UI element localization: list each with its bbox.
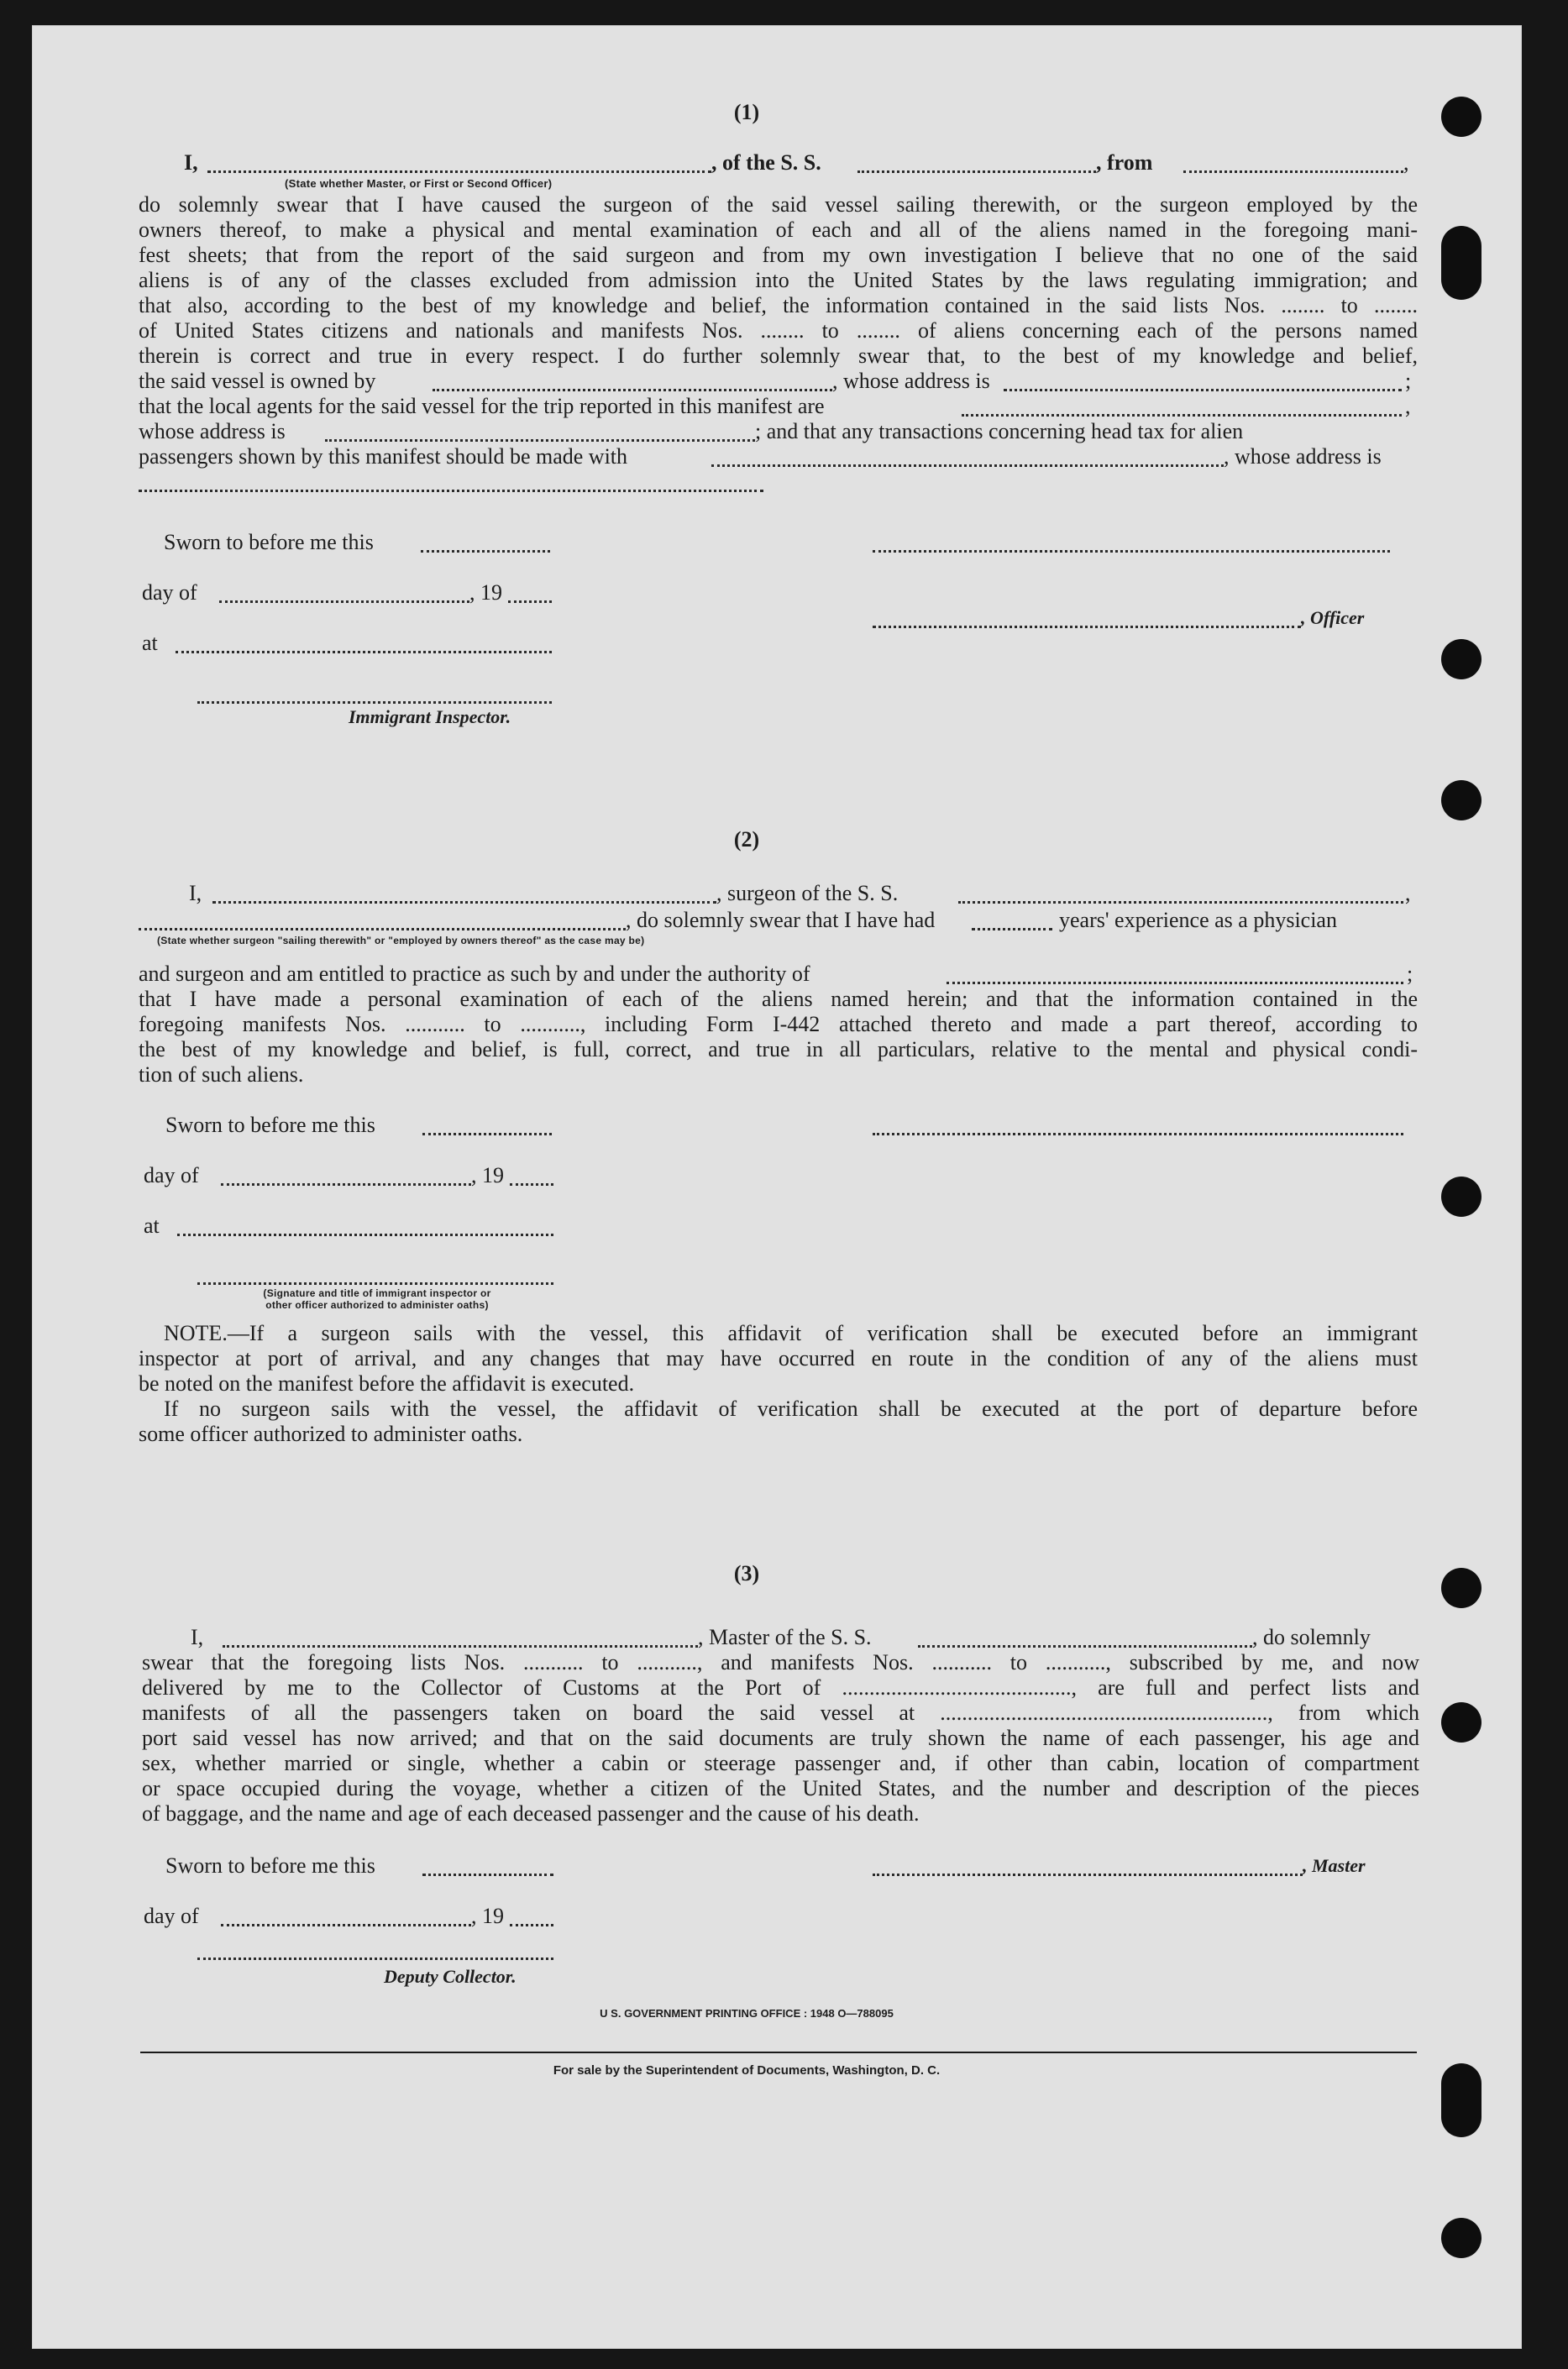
vessel-name-field[interactable] — [958, 901, 1403, 904]
surgeon-signature-line[interactable] — [873, 1133, 1403, 1135]
head-tax-text: ; and that any transactions concerning head tax for alien — [755, 419, 1244, 443]
year-field[interactable] — [510, 1924, 553, 1926]
note-line: some officer authorized to administer oaths. — [139, 1422, 523, 1446]
authority-field[interactable] — [947, 982, 1403, 984]
body-line: that also, according to the best of my knowledge and belief, the information contained in the said lists Nos. ........ to ........ — [139, 293, 1418, 317]
vessel-name-field[interactable] — [857, 170, 1096, 173]
surgeon-status-field[interactable] — [139, 928, 626, 930]
owned-by-label: the said vessel is owned by — [139, 369, 376, 393]
affiant-prefix: I, — [191, 1625, 204, 1649]
affiant-prefix: I, — [184, 150, 198, 175]
passengers-label: passengers shown by this manifest should be made with — [139, 444, 628, 469]
officer-signature-line[interactable] — [873, 626, 1301, 628]
surgeon-caption: (State whether surgeon "sailing therewith" or "employed by owners thereof" as the case may be) — [157, 935, 645, 946]
swear-text: , do solemnly swear that I have had — [626, 908, 936, 932]
surgeon-vessel-label: , surgeon of the S. S. — [716, 881, 899, 905]
deputy-collector-label: Deputy Collector. — [384, 1966, 517, 1987]
note-block — [139, 1321, 1418, 1447]
punch-hole — [1441, 639, 1481, 679]
address-label: , whose address is — [832, 369, 990, 393]
punctuation: , — [1403, 150, 1409, 175]
head-tax-address-field[interactable] — [139, 490, 763, 492]
experience-text: years' experience as a physician — [1059, 908, 1337, 932]
from-port-field[interactable] — [1183, 170, 1403, 173]
day-of-label: day of — [142, 580, 197, 605]
owner-address-field[interactable] — [1004, 389, 1402, 391]
head-tax-party-field[interactable] — [711, 464, 1224, 467]
month-field[interactable] — [219, 600, 469, 603]
signature-caption: other officer authorized to administer oaths) — [265, 1299, 489, 1311]
sworn-label: Sworn to before me this — [164, 530, 374, 554]
year-field[interactable] — [508, 600, 552, 603]
footer-rule — [140, 2052, 1417, 2053]
punctuation: , — [1405, 394, 1411, 418]
sales-notice: For sale by the Superintendent of Documents, Washington, D. C. — [553, 2063, 941, 2078]
master-name-field[interactable] — [223, 1645, 698, 1648]
body-line: of baggage, and the name and age of each deceased passenger and the cause of his death. — [142, 1801, 920, 1826]
affidavit1-body — [139, 192, 1418, 369]
affidavit2-body — [139, 987, 1418, 1088]
vessel-label: , of the S. S. — [711, 150, 821, 175]
punctuation: ; — [1405, 369, 1412, 393]
sworn-label: Sworn to before me this — [165, 1853, 375, 1878]
inspector-label: Immigrant Inspector. — [349, 706, 511, 727]
punch-hole — [1441, 1568, 1481, 1608]
punch-hole — [1441, 780, 1481, 820]
body-line: tion of such aliens. — [139, 1062, 304, 1087]
punch-hole — [1441, 1177, 1481, 1217]
punctuation: , — [1405, 881, 1411, 905]
month-field[interactable] — [221, 1924, 471, 1926]
body-line: therein is correct and true in every respect. I do further solemnly swear that, to the best of my knowledge and belief, — [139, 343, 1418, 368]
section-number: (1) — [733, 100, 760, 124]
inspector-signature-line[interactable] — [197, 701, 552, 704]
body-line: of United States citizens and nationals and manifests Nos. ........ to ........ of aliens concerning each of the persons named — [139, 318, 1418, 343]
vessel-name-field[interactable] — [918, 1645, 1252, 1648]
owner-field[interactable] — [433, 389, 832, 391]
year-label: , 19 — [469, 580, 502, 605]
place-field[interactable] — [176, 651, 552, 653]
master-label: , Master — [1303, 1855, 1366, 1876]
officer-rank-field[interactable] — [207, 170, 711, 173]
year-label: , 19 — [471, 1904, 504, 1928]
body-line: aliens is of any of the classes excluded from admission into the United States by the laws regulating immigration; and — [139, 268, 1418, 292]
surgeon-name-field[interactable] — [212, 901, 716, 904]
master-vessel-label: , Master of the S. S. — [698, 1625, 872, 1649]
local-agents-label: that the local agents for the said vessel for the trip reported in this manifest are — [139, 394, 825, 418]
at-label: at — [142, 631, 158, 655]
punch-hole — [1441, 2218, 1481, 2258]
body-line: that I have made a personal examination of each of the aliens named herein; and that the information contained in the — [139, 987, 1418, 1011]
signature-line[interactable] — [873, 550, 1390, 553]
sworn-date-field[interactable] — [422, 1133, 552, 1135]
at-label: at — [144, 1213, 160, 1238]
section-number: (2) — [733, 827, 760, 852]
punctuation: ; — [1407, 962, 1413, 986]
sworn-label: Sworn to before me this — [165, 1113, 375, 1137]
day-of-label: day of — [144, 1904, 199, 1928]
local-agents-field[interactable] — [962, 414, 1402, 417]
address-label: whose address is — [139, 419, 286, 443]
authority-label: and surgeon and am entitled to practice as such by and under the authority of — [139, 962, 810, 986]
agents-address-field[interactable] — [325, 439, 755, 442]
body-line: manifests of all the passengers taken on board the said vessel at ............................................................, from which — [142, 1701, 1419, 1725]
printing-office-imprint: U S. GOVERNMENT PRINTING OFFICE : 1948 O—788095 — [600, 2007, 894, 2020]
form-sheet — [32, 25, 1522, 2349]
body-line: fest sheets; that from the report of the said surgeon and from my own investigation I believe that no one of the said — [139, 243, 1418, 267]
officer-label: , Officer — [1301, 607, 1365, 628]
affiant-prefix: I, — [189, 881, 202, 905]
month-field[interactable] — [221, 1183, 471, 1186]
affidavit3-body — [142, 1650, 1419, 1827]
note-line: be noted on the manifest before the affidavit is executed. — [139, 1371, 635, 1396]
place-field[interactable] — [177, 1234, 553, 1236]
punch-hole — [1441, 97, 1481, 137]
section-number: (3) — [733, 1561, 760, 1585]
address-label: , whose address is — [1224, 444, 1382, 469]
inspector-signature-line[interactable] — [197, 1282, 553, 1285]
day-of-label: day of — [144, 1163, 199, 1187]
body-line: sex, whether married or single, whether a cabin or steerage passenger and, if other than cabin, location of compartment — [142, 1751, 1419, 1775]
body-line: owners thereof, to make a physical and mental examination of each and all of the aliens named in the foregoing mani- — [139, 218, 1418, 242]
collector-signature-line[interactable] — [197, 1958, 553, 1960]
body-line: do solemnly swear that I have caused the surgeon of the said vessel sailing therewith, or the surgeon employed by the — [139, 192, 1418, 217]
from-label: , from — [1096, 150, 1153, 175]
sworn-date-field[interactable] — [422, 1874, 553, 1876]
body-line: port said vessel has now arrived; and that on the said documents are truly shown the name of each passenger, his age and — [142, 1726, 1419, 1750]
body-line: delivered by me to the Collector of Customs at the Port of .........................................., are full and perfect lists and — [142, 1675, 1419, 1700]
year-field[interactable] — [510, 1183, 553, 1186]
body-line: the best of my knowledge and belief, is full, correct, and true in all particulars, relative to the mental and physical condi- — [139, 1037, 1418, 1061]
note-line: NOTE.—If a surgeon sails with the vessel, this affidavit of verification shall be executed before an immigrant — [164, 1321, 1418, 1345]
punch-hole — [1441, 2063, 1481, 2137]
sworn-date-field[interactable] — [421, 550, 550, 553]
body-line: or space occupied during the voyage, whether a citizen of the United States, and the number and description of the pieces — [142, 1776, 1419, 1800]
punch-hole — [1441, 1702, 1481, 1743]
body-line: foregoing manifests Nos. ........... to ..........., including Form I-442 attached thereto and made a part thereof, according to — [139, 1012, 1418, 1036]
note-line: If no surgeon sails with the vessel, the affidavit of verification shall be executed at the port of departure before — [164, 1397, 1418, 1421]
punch-hole — [1441, 226, 1481, 300]
body-line: swear that the foregoing lists Nos. ........... to ..........., and manifests Nos. ........... to ..........., subscribed by me, and now — [142, 1650, 1419, 1675]
master-signature-line[interactable] — [873, 1874, 1303, 1876]
note-line: inspector at port of arrival, and any changes that may have occurred en route in the condition of any of the aliens must — [139, 1346, 1418, 1371]
signature-caption: (Signature and title of immigrant inspector or — [263, 1287, 491, 1299]
officer-caption: (State whether Master, or First or Second Officer) — [285, 177, 553, 190]
year-label: , 19 — [471, 1163, 504, 1187]
years-experience-field[interactable] — [972, 928, 1052, 930]
solemn-text: , do solemnly — [1252, 1625, 1371, 1649]
